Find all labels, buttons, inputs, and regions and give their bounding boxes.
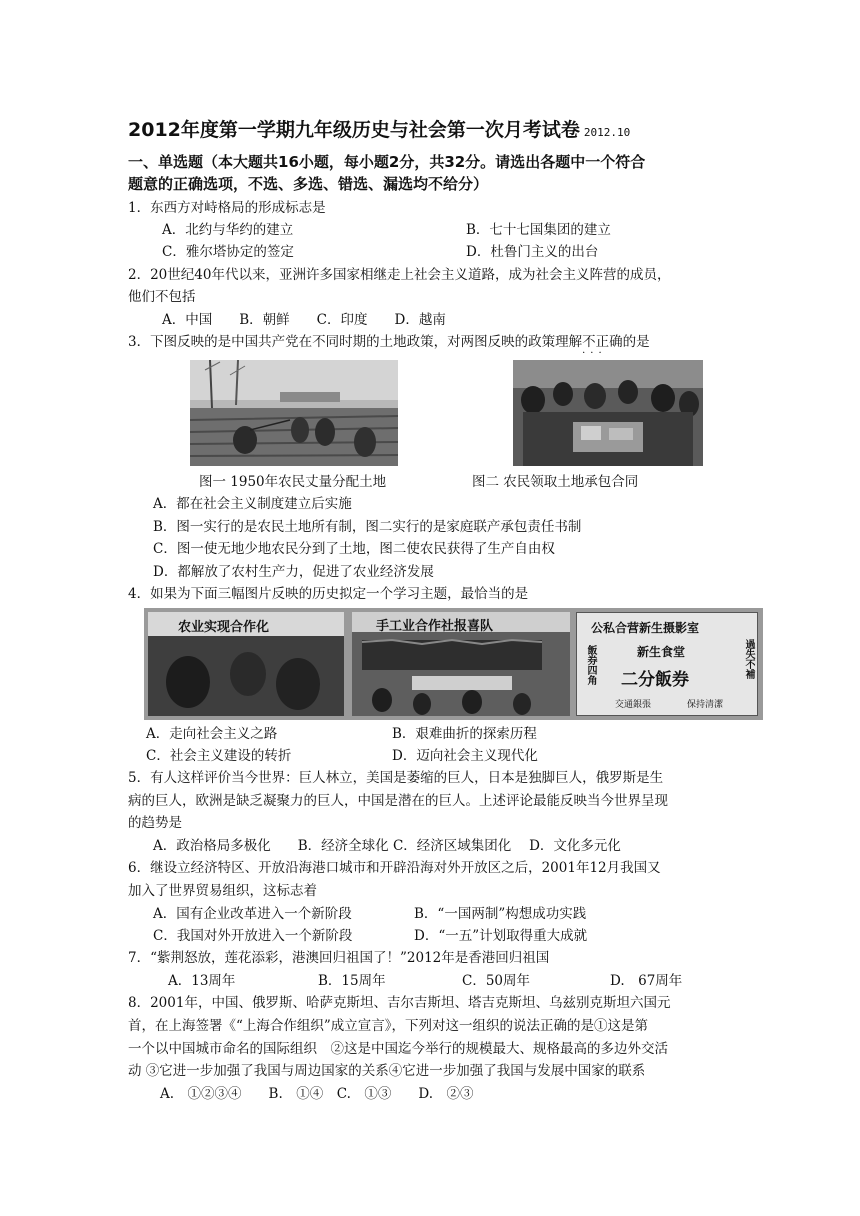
exam-date: 2012.10 (583, 126, 631, 139)
q1-option-a: A．北约与华约的建立 (162, 222, 294, 238)
emphasis-dots: ··· (582, 348, 607, 359)
q6-stem-line1: 6．继设立经济特区、开放沿海港口城市和开辟沿海对外开放区之后，2001年12月我国又 (128, 860, 661, 876)
q4-panel3-bottom-left: 交通銀張 (615, 700, 652, 710)
farmers-receiving-contracts-image (513, 360, 703, 466)
q4-option-c: C．社会主义建设的转折 (146, 748, 292, 764)
q3-photo-2 (513, 360, 703, 466)
q3-caption-1: 图一 1950年农民丈量分配土地 (199, 474, 387, 490)
q5-stem-line2: 病的巨人，欧洲是缺乏凝聚力的巨人，中国是潜在的巨人。上述评论最能反映当今世界呈现 (128, 793, 668, 809)
q5-stem-line3: 的趋势是 (128, 815, 182, 831)
q4-panel-meal-ticket (576, 612, 758, 716)
q3-stem (128, 332, 650, 359)
farmers-measuring-land-image (190, 360, 398, 466)
q3-caption-2: 图二 农民领取土地承包合同 (472, 474, 639, 490)
q8-options: A. ①②③④ B. ①④ C. ①③ D. ②③ (160, 1086, 474, 1102)
q4-panel1-label: 农业实现合作化 (178, 620, 270, 635)
q1-stem: 1．东西方对峙格局的形成标志是 (128, 200, 326, 216)
q7-option-a: A．13周年 (168, 973, 236, 989)
q8-stem-line3: 一个以中国城市命名的国际组织 ②这是中国迄今举行的规模最大、规格最高的多边外交活 (128, 1041, 668, 1057)
q3-option-d: D．都解放了农村生产力，促进了农业经济发展 (153, 564, 434, 580)
q5-stem-line1: 5．有人这样评价当今世界：巨人林立，美国是萎缩的巨人，日本是独脚巨人，俄罗斯是生 (128, 770, 664, 786)
q2-stem-line1: 2．20世纪40年代以来，亚洲许多国家相继走上社会主义道路，成为社会主义阵营的成员， (128, 267, 671, 283)
q6-option-b: B．“一国两制”构想成功实践 (414, 906, 587, 922)
q4-panel3-label: 公私合营新生摄影室 (591, 621, 700, 635)
q2-stem-line2: 他们不包括 (128, 289, 196, 305)
q3-stem-emphasis: 不正确 ··· (582, 334, 623, 350)
q4-option-b: B．艰难曲折的探索历程 (392, 726, 537, 742)
q3-stem-end: 的是 (622, 334, 650, 350)
q3-option-a: A．都在社会主义制度建立后实施 (153, 496, 352, 512)
q5-options: A．政治格局多极化 B．经济全球化 C．经济区域集团化 D．文化多元化 (153, 838, 621, 854)
q4-image-strip (144, 608, 763, 720)
q4-option-a: A．走向社会主义之路 (146, 726, 278, 742)
q4-panel3-main: 二分飯券 (621, 670, 689, 690)
section1-heading-line1: 一、单选题（本大题共16小题，每小题2分，共32分。请选出各题中一个符合 (128, 153, 646, 171)
q3-option-c: C．图一使无地少地农民分到了土地，图二使农民获得了生产自由权 (153, 541, 555, 557)
exam-title (128, 120, 630, 143)
q6-option-a: A．国有企业改革进入一个新阶段 (153, 906, 352, 922)
q4-stem: 4．如果为下面三幅图片反映的历史拟定一个学习主题，最恰当的是 (128, 586, 529, 602)
q4-panel2-label: 手工业合作社报喜队 (376, 619, 494, 634)
q6-option-d: D．“一五”计划取得重大成就 (414, 928, 588, 944)
q7-option-c: C．50周年 (462, 973, 531, 989)
q1-option-b: B．七十七国集团的建立 (466, 222, 611, 238)
q8-stem-line4: 动 ③它进一步加强了我国与周边国家的关系④它进一步加强了我国与发展中国家的联系 (128, 1063, 646, 1079)
q7-option-b: B．15周年 (318, 973, 386, 989)
q3-option-b: B．图一实行的是农民土地所有制，图二实行的是家庭联产承包责任书制 (153, 519, 582, 535)
q6-stem-line2: 加入了世界贸易组织，这标志着 (128, 883, 317, 899)
q8-stem-line2: 首，在上海签署《“上海合作组织”成立宣言》，下列对这一组织的说法正确的是①这是第 (128, 1018, 649, 1034)
q4-option-d: D．迈向社会主义现代化 (392, 748, 538, 764)
q1-option-d: D．杜鲁门主义的出台 (466, 244, 599, 260)
q1-option-c: C．雅尔塔协定的签定 (162, 244, 294, 260)
q4-panel-agriculture (148, 612, 344, 716)
q7-stem: 7．“紫荆怒放，莲花添彩，港澳回归祖国了！”2012年是香港回归祖国 (128, 950, 550, 966)
section1-heading-line2: 题意的正确选项，不选、多选、错选、漏选均不给分） (128, 175, 489, 193)
exam-title-text: 2012年度第一学期九年级历史与社会第一次月考试卷 (128, 119, 580, 141)
q4-panel3-left: 飯券四角 (585, 645, 596, 685)
q4-panel-handicraft (352, 612, 570, 716)
q4-panel3-right: 過失不補 (743, 639, 754, 679)
q8-stem-line1: 8．2001年，中国、俄罗斯、哈萨克斯坦、吉尔吉斯坦、塔吉克斯坦、乌兹别克斯坦六国元 (128, 995, 671, 1011)
q3-stem-text: 3．下图反映的是中国共产党在不同时期的土地政策，对两图反映的政策理解 (128, 334, 583, 350)
q2-options: A．中国 B．朝鲜 C．印度 D．越南 (162, 312, 446, 328)
q4-panel3-bottom-right: 保持清潔 (687, 700, 724, 710)
q6-option-c: C．我国对外开放进入一个新阶段 (153, 928, 353, 944)
q3-photo-1 (190, 360, 398, 466)
q4-panel3-sub: 新生食堂 (637, 645, 686, 659)
q7-option-d: D. 67周年 (610, 973, 683, 989)
